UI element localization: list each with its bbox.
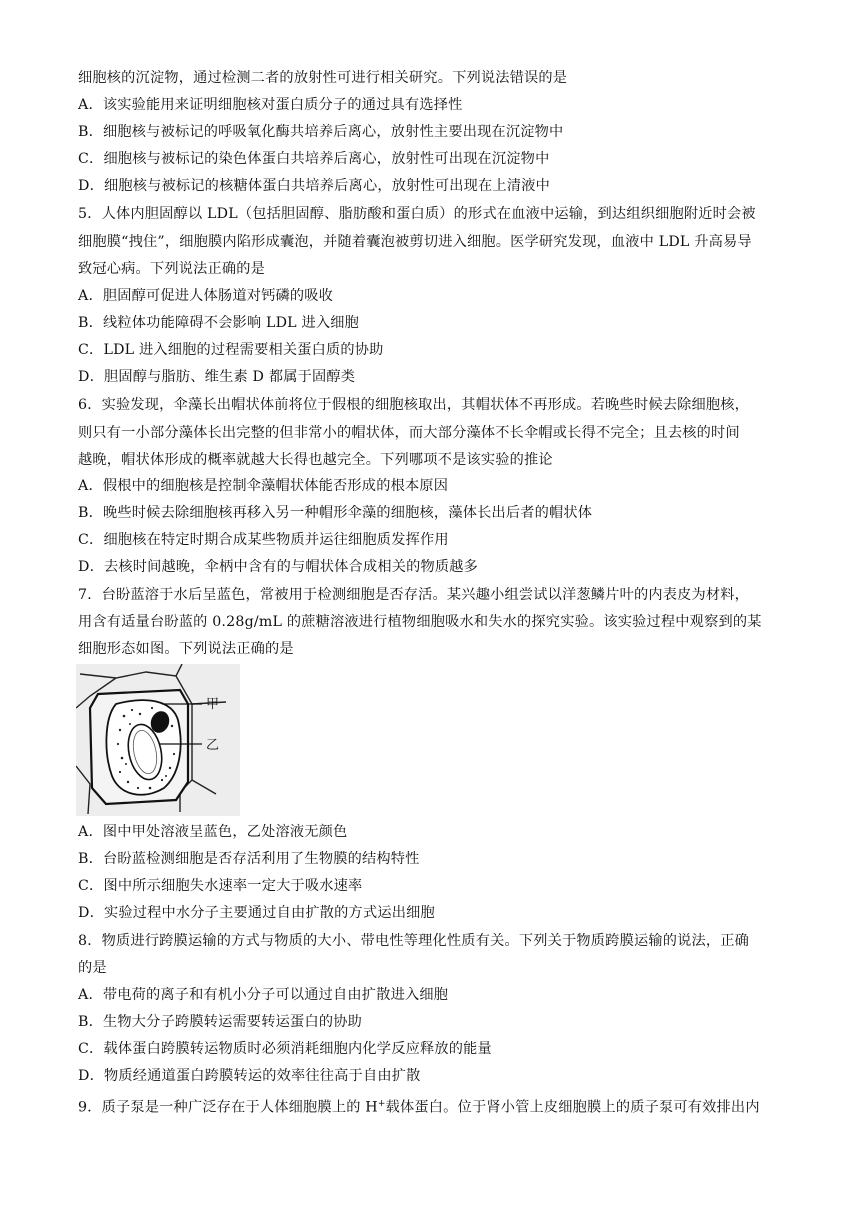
text-line: 细胞膜“拽住”，细胞膜内陷形成囊泡，并随着囊泡被剪切进入细胞。医学研究发现，血液中 LDL 升高易导 — [78, 234, 752, 250]
text-line: A．带电荷的离子和有机小分子可以通过自由扩散进入细胞 — [78, 987, 449, 1003]
label-jia: 甲 — [206, 697, 220, 712]
text-line: C．细胞核在特定时期合成某些物质并运往细胞质发挥作用 — [78, 532, 449, 548]
text-line: 越晚，帽状体形成的概率就越大长得也越完全。下列哪项不是该实验的推论 — [78, 452, 553, 468]
question-9-line — [78, 1095, 760, 1117]
question-5-line: 5．人体内胆固醇以 LDL（包括胆固醇、脂肪酸和蛋白质）的形式在血液中运输，到达组织细胞附近时会被 — [78, 206, 756, 222]
text-line: C．细胞核与被标记的染色体蛋白共培养后离心，放射性可出现在沉淀物中 — [78, 151, 550, 167]
text-line: B．线粒体功能障碍不会影响 LDL 进入细胞 — [78, 315, 360, 331]
text-line: 的是 — [78, 960, 107, 976]
text-line: D．细胞核与被标记的核糖体蛋白共培养后离心，放射性可出现在上清液中 — [78, 178, 550, 194]
text-line: D．去核时间越晚，伞柄中含有的与帽状体合成相关的物质越多 — [78, 559, 479, 575]
text-line: 致冠心病。下列说法正确的是 — [78, 261, 266, 277]
q9-text-before: 9．质子泵是一种广泛存在于人体细胞膜上的 H — [78, 1099, 378, 1116]
text-line: D．物质经通道蛋白跨膜转运的效率往往高于自由扩散 — [78, 1068, 421, 1084]
text-line: C．图中所示细胞失水速率一定大于吸水速率 — [78, 878, 363, 894]
text-line: C．载体蛋白跨膜转运物质时必须消耗细胞内化学反应释放的能量 — [78, 1041, 492, 1057]
label-yi: 乙 — [206, 738, 220, 753]
text-line: 细胞形态如图。下列说法正确的是 — [78, 641, 294, 657]
text-line: B．台盼蓝检测细胞是否存活利用了生物膜的结构特性 — [78, 851, 420, 867]
text-line: A．假根中的细胞核是控制伞藻帽状体能否形成的根本原因 — [78, 478, 449, 494]
text-line: B．细胞核与被标记的呼吸氧化酶共培养后离心，放射性主要出现在沉淀物中 — [78, 124, 564, 140]
text-line: B．晚些时候去除细胞核再移入另一种帽形伞藻的细胞核，藻体长出后者的帽状体 — [78, 505, 593, 521]
text-line: A．该实验能用来证明细胞核对蛋白质分子的通过具有选择性 — [78, 97, 463, 113]
q9-superscript: + — [377, 1099, 386, 1109]
text-line: 则只有一小部分藻体长出完整的但非常小的帽状体，而大部分藻体不长伞帽或长得不完全；且去核的时间 — [78, 425, 740, 441]
text-line: 用含有适量台盼蓝的 0.28g/mL 的蔗糖溶液进行植物细胞吸水和失水的探究实验。该实验过程中观察到的某 — [78, 614, 762, 630]
question-7-line: 7．台盼蓝溶于水后呈蓝色，常被用于检测细胞是否存活。某兴趣小组尝试以洋葱鳞片叶的内表皮为材料， — [78, 587, 750, 603]
question-6-line: 6．实验发现，伞藻长出帽状体前将位于假根的细胞核取出，其帽状体不再形成。若晚些时候去除细胞核， — [78, 397, 750, 413]
question-8-line: 8．物质进行跨膜运输的方式与物质的大小、带电性等理化性质有关。下列关于物质跨膜运输的说法，正确 — [78, 933, 750, 949]
text-line: C．LDL 进入细胞的过程需要相关蛋白质的协助 — [78, 342, 384, 358]
text-line: A．胆固醇可促进人体肠道对钙磷的吸收 — [78, 288, 334, 304]
text-line: D．胆固醇与脂肪、维生素 D 都属于固醇类 — [78, 369, 356, 385]
text-line: 细胞核的沉淀物，通过检测二者的放射性可进行相关研究。下列说法错误的是 — [78, 70, 568, 86]
text-line: B．生物大分子跨膜转运需要转运蛋白的协助 — [78, 1014, 362, 1030]
plant-cell-figure — [76, 664, 240, 816]
q9-text-after: 载体蛋白。位于肾小管上皮细胞膜上的质子泵可有效排出内 — [385, 1099, 760, 1116]
text-line: D．实验过程中水分子主要通过自由扩散的方式运出细胞 — [78, 905, 435, 921]
text-line: A．图中甲处溶液呈蓝色，乙处溶液无颜色 — [78, 824, 348, 840]
